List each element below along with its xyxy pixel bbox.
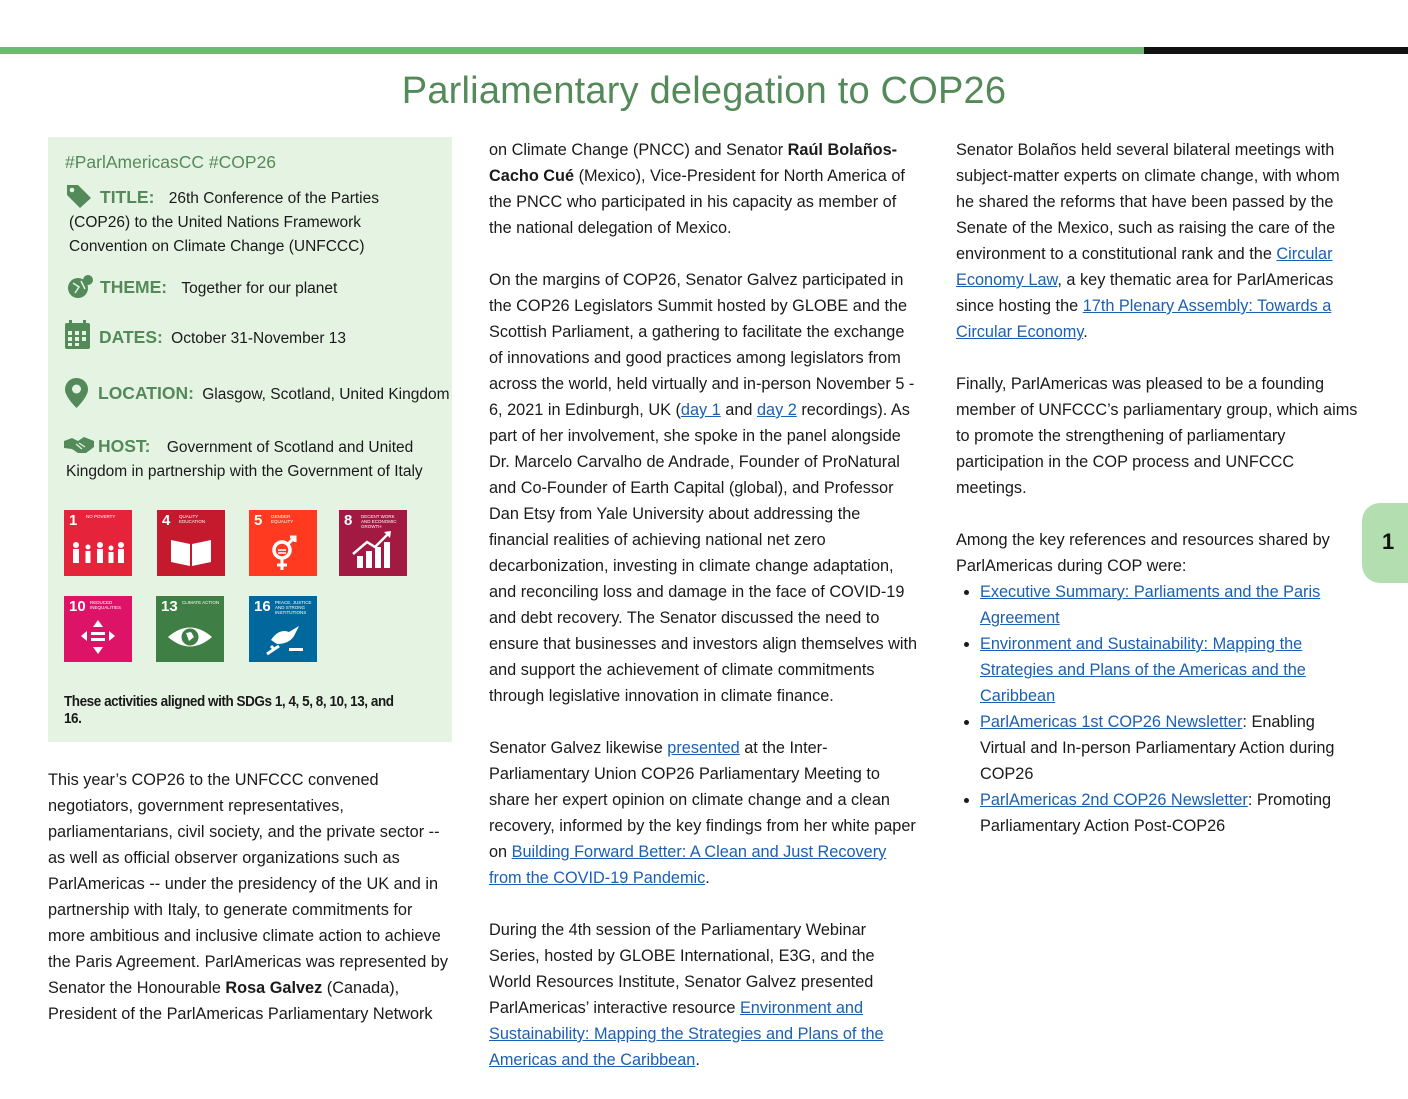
list-item: • ParlAmericas 2nd COP26 Newsletter: Promoting Parliamentary Action Post-COP26 bbox=[980, 787, 1362, 839]
sdg-alignment-note: These activities aligned with SDGs 1, 4, 5, 8, 10, 13, and 16. bbox=[64, 693, 394, 727]
theme-text: Together for our planet bbox=[181, 280, 338, 297]
eye-earth-icon bbox=[156, 596, 224, 662]
day-2-link[interactable]: day 2 bbox=[756, 401, 797, 419]
resources-list bbox=[956, 579, 1362, 839]
list-item: • ParlAmericas 1st COP26 Newsletter: Enabling Virtual and In-person Parliamentary Action during COP26 bbox=[980, 709, 1362, 787]
host-text: Government of Scotland and United Kingdom in partnership with the Government of Italy bbox=[66, 439, 423, 480]
newsletter-2-link[interactable]: ParlAmericas 2nd COP26 Newsletter bbox=[980, 791, 1248, 809]
sdg-10-tile: 10 REDUCED INEQUALITIES bbox=[64, 596, 132, 662]
dates-label: DATES: bbox=[99, 327, 163, 347]
page-title: Parliamentary delegation to COP26 bbox=[401, 70, 1007, 112]
people-icon bbox=[64, 510, 132, 576]
calendar-icon bbox=[65, 320, 90, 349]
list-item bbox=[980, 631, 1362, 709]
reduced-inequalities-icon bbox=[64, 596, 132, 662]
host-label: HOST: bbox=[98, 436, 151, 456]
globe-leaf-icon bbox=[67, 275, 93, 299]
sdg-4-tile: 4 QUALITY EDUCATION bbox=[157, 510, 225, 576]
title-row bbox=[69, 185, 439, 259]
page-number-tab bbox=[1362, 503, 1408, 583]
title-label: TITLE: bbox=[100, 187, 155, 207]
page-number: 1 bbox=[1382, 529, 1395, 554]
intro-paragraph: This year’s COP26 to the UNFCCC convened negotiators, government representatives, parliamentarians, civil society, and the private sector -- as well as official observer organizations such as ParlAmericas -- under the presidency of the UK and in partnership with Italy, to generate commitments for more ambitious and inclusive climate action to achieve the Paris Agreement. ParlAmericas was represented by Senator the Honourable Rosa Galvez (Canada), President of the ParlAmericas Parliamentary Network bbox=[48, 771, 448, 1023]
day-1-link[interactable]: day 1 bbox=[680, 401, 721, 419]
title-text: 26th Conference of the Parties (COP26) to the United Nations Framework Convention on Climate Change (UNFCCC) bbox=[69, 190, 379, 255]
presented-link[interactable]: presented bbox=[667, 739, 740, 757]
location-text: Glasgow, Scotland, United Kingdom bbox=[202, 386, 450, 403]
dates-text: October 31-November 13 bbox=[171, 330, 347, 347]
paragraph: During the 4th session of the Parliamentary Webinar Series, hosted by GLOBE International, E3G, and the World Resources Institute, Senator Galvez presented ParlAmericas’ interactive resource Environment and Sustainability: Mapping the Strategies and Plans of the Americas and the Caribbean. bbox=[489, 921, 884, 1069]
executive-summary-link[interactable]: Executive Summary: Parliaments and the Paris Agreement bbox=[980, 583, 1321, 627]
mapping-resource-link[interactable]: Environment and Sustainability: Mapping the Strategies and Plans of the Americas and the Caribbean bbox=[489, 999, 884, 1069]
host-row bbox=[66, 434, 438, 484]
sdg-1-tile: 1 NO POVERTY bbox=[64, 510, 132, 576]
sdg-5-tile: 5 GENDER EQUALITY bbox=[249, 510, 317, 576]
header-rule-black bbox=[1144, 47, 1408, 54]
sdg-8-tile: 8 DECENT WORK AND ECONOMIC GROWTH bbox=[339, 510, 407, 576]
book-icon bbox=[157, 510, 225, 576]
paragraph: On the margins of COP26, Senator Galvez participated in the COP26 Legislators Summit hosted by GLOBE and the Scottish Parliament, a gathering to facilitate the exchange of innovations and good practices among legislators from across the world, held virtually and in-person November 5 - 6, 2021 in Edinburgh, UK (day 1 and day 2 recordings). As part of her involvement, she spoke in the panel alongside Dr. Marcelo Carvalho de Andrade, Founder of ProNatural and Co-Founder of Earth Capital (global), and Professor Dan Etsy from Yale University about addressing the financial realities of achieving national net zero decarbonization, investing in climate change adaptation, and reconciling loss and damage in the face of COVID-19 and debt recovery. The Senator discussed the need to ensure that businesses and investors align themselves with and support the achievement of climate commitments through legislative innovation in climate finance. bbox=[489, 271, 918, 705]
hashtag: #ParlAmericasCC #COP26 bbox=[65, 152, 277, 172]
delegate-name: Rosa Galvez bbox=[225, 979, 323, 997]
dates-row bbox=[99, 325, 346, 351]
list-item bbox=[980, 579, 1362, 631]
paragraph: Senator Galvez likewise presented at the Inter-Parliamentary Union COP26 Parliamentary Meeting to share her expert opinion on climate change and a clean recovery, informed by the key findings from her white paper on Building Forward Better: A Clean and Just Recovery from the COVID-19 Pandemic. bbox=[489, 739, 916, 887]
paragraph: Finally, ParlAmericas was pleased to be a founding member of UNFCCC’s parliamentary group, which aims to promote the strengthening of parliamentary participation in the COP process and UNFCCC meetings. bbox=[956, 375, 1358, 497]
dove-gavel-icon bbox=[249, 596, 317, 662]
circular-economy-law-link[interactable]: Circular Economy Law bbox=[956, 245, 1333, 289]
map-pin-icon bbox=[65, 378, 88, 408]
newsletter-1-link[interactable]: ParlAmericas 1st COP26 Newsletter bbox=[980, 713, 1243, 731]
theme-row bbox=[100, 275, 337, 301]
column-2-body bbox=[489, 137, 921, 1099]
white-paper-link[interactable]: Building Forward Better: A Clean and Just Recovery from the COVID-19 Pandemic bbox=[489, 843, 887, 887]
column-1-body bbox=[48, 767, 448, 1053]
theme-label: THEME: bbox=[100, 277, 168, 297]
plenary-assembly-link[interactable]: 17th Plenary Assembly: Towards a Circular Economy bbox=[956, 297, 1332, 341]
paragraph: on Climate Change (PNCC) and Senator Raúl Bolaños-Cacho Cué (Mexico), Vice-President for North America of the PNCC who participated in his capacity as member of the national delegation of Mexico. bbox=[489, 141, 905, 237]
event-info-box bbox=[48, 137, 452, 742]
location-label: LOCATION: bbox=[98, 383, 194, 403]
delegate-name: Raúl Bolaños-Cacho Cué bbox=[489, 141, 898, 185]
location-row bbox=[98, 381, 450, 407]
environment-sustainability-link[interactable]: Environment and Sustainability: Mapping the Strategies and Plans of the Americas and the Caribbean bbox=[980, 635, 1306, 705]
sdg-16-tile: 16 PEACE, JUSTICE AND STRONG INSTITUTIONS bbox=[249, 596, 317, 662]
paragraph: Senator Bolaños held several bilateral meetings with subject-matter experts on climate change, with whom he shared the reforms that have been passed by the Senate of the Mexico, such as raising the care of the environment to a constitutional rank and the Circular Economy Law, a key thematic area for ParlAmericas since hosting the 17th Plenary Assembly: Towards a Circular Economy. bbox=[956, 141, 1340, 341]
gender-equality-icon bbox=[249, 510, 317, 576]
growth-chart-icon bbox=[339, 510, 407, 576]
sdg-13-tile: 13 CLIMATE ACTION bbox=[156, 596, 224, 662]
column-3-body bbox=[956, 137, 1362, 839]
header-rule-green bbox=[0, 47, 1144, 54]
resources-intro: Among the key references and resources shared by ParlAmericas during COP were: bbox=[956, 531, 1330, 575]
